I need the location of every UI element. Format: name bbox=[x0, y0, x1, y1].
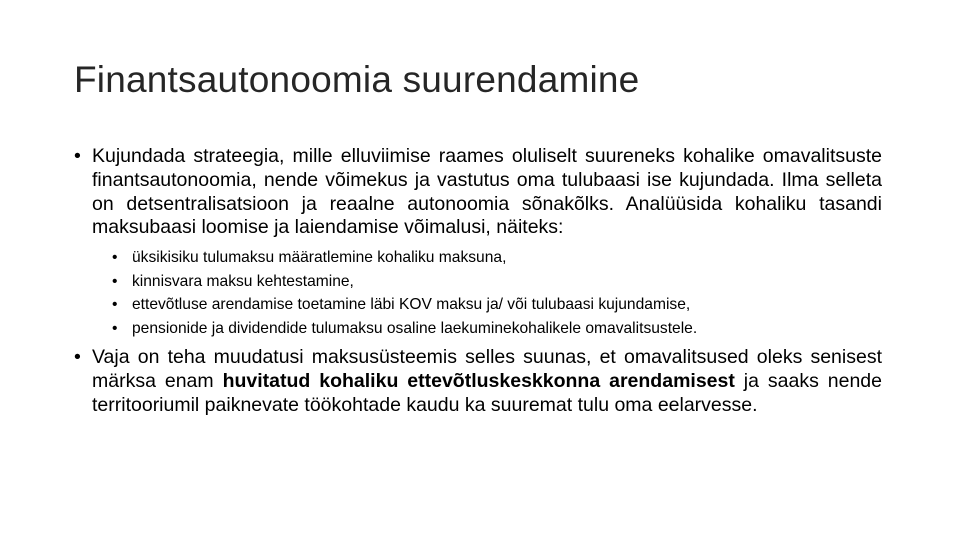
bullet-icon: • bbox=[74, 346, 81, 369]
sub-bullet-text: pensionide ja dividendide tulumaksu osaline laekuminekohalikele omavalitsustele. bbox=[132, 319, 698, 337]
paragraph-1-text: Kujundada strateegia, mille elluviimise raames oluliselt suureneks kohalike omavalitsuste finantsautonoomia, nende võimekus ja vastutus oma tulubaasi ise kujundada. Ilma selleta on detsentralisatsioon ja reaalne autonoomia sõnakõlks. Analüüsida kohaliku tasandi maksubaasi loomise ja laiendamise võimalusi, näiteks: bbox=[92, 145, 882, 239]
sub-bullet-text: ettevõtluse arendamise toetamine läbi KOV maksu ja/ või tulubaasi kujundamise, bbox=[132, 296, 691, 314]
sub-bullet-text: üksikisiku tulumaksu määratlemine kohaliku maksuna, bbox=[132, 249, 507, 267]
slide-title: Finantsautonoomia suurendamine bbox=[74, 59, 640, 100]
sub-bullet-icon: • bbox=[112, 296, 118, 314]
sub-bullet-item bbox=[74, 293, 882, 317]
paragraph-2-text-after: ja saaks nende territooriumil paiknevate töökohtade kaudu ka suuremat tulu oma eelarvesse. bbox=[92, 369, 882, 416]
slide-body bbox=[74, 145, 882, 418]
paragraph-2-text-before: Vaja on teha muudatusi maksusüsteemis selles suunas, et omavalitsused oleks senisest märksa enam bbox=[92, 346, 882, 392]
sub-bullet-item bbox=[74, 270, 882, 294]
sub-bullet-text: kinnisvara maksu kehtestamine, bbox=[132, 272, 354, 290]
sub-bullet-list bbox=[74, 246, 882, 340]
sub-bullet-icon: • bbox=[112, 249, 118, 267]
sub-bullet-item bbox=[74, 246, 882, 270]
paragraph-2-bold-phrase: huvitatud kohaliku ettevõtluskeskkonna arendamisest bbox=[222, 369, 735, 392]
sub-bullet-item bbox=[74, 317, 882, 341]
sub-bullet-icon: • bbox=[112, 319, 118, 337]
bullet-icon: • bbox=[74, 145, 81, 167]
bullet-paragraph-1 bbox=[74, 145, 882, 240]
paragraph-2-text bbox=[92, 346, 882, 417]
bullet-paragraph-2 bbox=[74, 346, 882, 417]
sub-bullet-icon: • bbox=[112, 272, 118, 290]
